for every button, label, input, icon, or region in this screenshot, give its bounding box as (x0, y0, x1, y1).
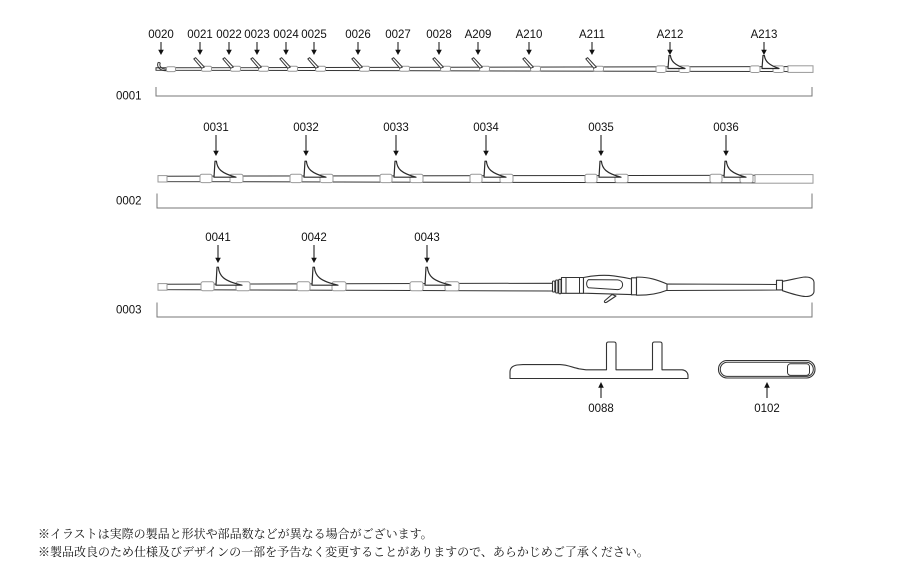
part-number-label: 0043 (414, 232, 440, 244)
guide-wrap (445, 282, 459, 291)
rod-ferrule-2 (755, 175, 813, 184)
section-number-label: 0002 (116, 195, 142, 208)
disclaimer-line-2: ※製品改良のため仕様及びデザインの一部を予告なく変更することがありますので、あらかじめご了承ください。 (38, 545, 649, 559)
part-number-label: 0031 (203, 122, 229, 134)
part-number-label: 0028 (426, 29, 452, 41)
guide-wrap (380, 174, 392, 182)
part-number-label: A210 (515, 29, 543, 41)
part-number-label: 0102 (754, 403, 780, 415)
winding-check-ring (553, 281, 555, 292)
guide-wrap (410, 282, 423, 291)
part-number-label: 0042 (301, 232, 327, 244)
seat-body (584, 275, 632, 294)
seat-lock-nut (632, 278, 637, 295)
seat-front-barrel (562, 278, 584, 294)
guide-wrap (585, 174, 597, 182)
rear-blank (667, 284, 777, 291)
part-number-label: A212 (656, 29, 684, 41)
winding-check-ring (556, 280, 558, 293)
part-number-label: 0022 (216, 29, 242, 41)
guide-wrap (297, 282, 310, 291)
part-number-label: 0027 (385, 29, 411, 41)
part-number-label: 0020 (148, 29, 174, 41)
part-number-label: 0035 (588, 122, 614, 134)
rod-end-cap-3 (158, 284, 167, 291)
rod-end-cap-2 (158, 176, 167, 182)
part-number-label: 0033 (383, 122, 409, 134)
part-number-label: 0023 (244, 29, 270, 41)
part-number-label: 0041 (205, 232, 231, 244)
guide-wrap (332, 282, 346, 291)
part-number-label: 0024 (273, 29, 299, 41)
tip-top-ring (158, 62, 160, 63)
guide-wrap (750, 66, 760, 73)
guide-wrap (470, 174, 482, 182)
part-number-label: 0032 (293, 122, 319, 134)
butt-collar (777, 280, 783, 290)
guide-wrap (201, 282, 214, 291)
guide-wrap (656, 66, 666, 73)
part-number-label: 0021 (187, 29, 213, 41)
section-number-label: 0003 (116, 304, 142, 317)
part-number-label: A213 (750, 29, 778, 41)
guide-wrap (236, 282, 250, 291)
guide-wrap (290, 174, 302, 182)
guide-wrap (167, 67, 176, 72)
part-number-label: 0036 (713, 122, 739, 134)
part-number-label: 0026 (345, 29, 371, 41)
disclaimer-line-1: ※イラストは実際の製品と形状や部品数などが異なる場合がございます。 (38, 527, 433, 541)
guide-wrap (200, 174, 212, 182)
part-number-label: 0025 (301, 29, 327, 41)
rod-ferrule-1 (788, 66, 813, 73)
part-number-label: A209 (464, 29, 492, 41)
part-number-label: A211 (578, 29, 606, 41)
winding-check-ring (559, 279, 561, 293)
guide-wrap (710, 174, 722, 182)
section-number-label: 0001 (116, 90, 142, 103)
part-number-label: 0088 (588, 403, 614, 415)
part-number-label: 0034 (473, 122, 499, 134)
